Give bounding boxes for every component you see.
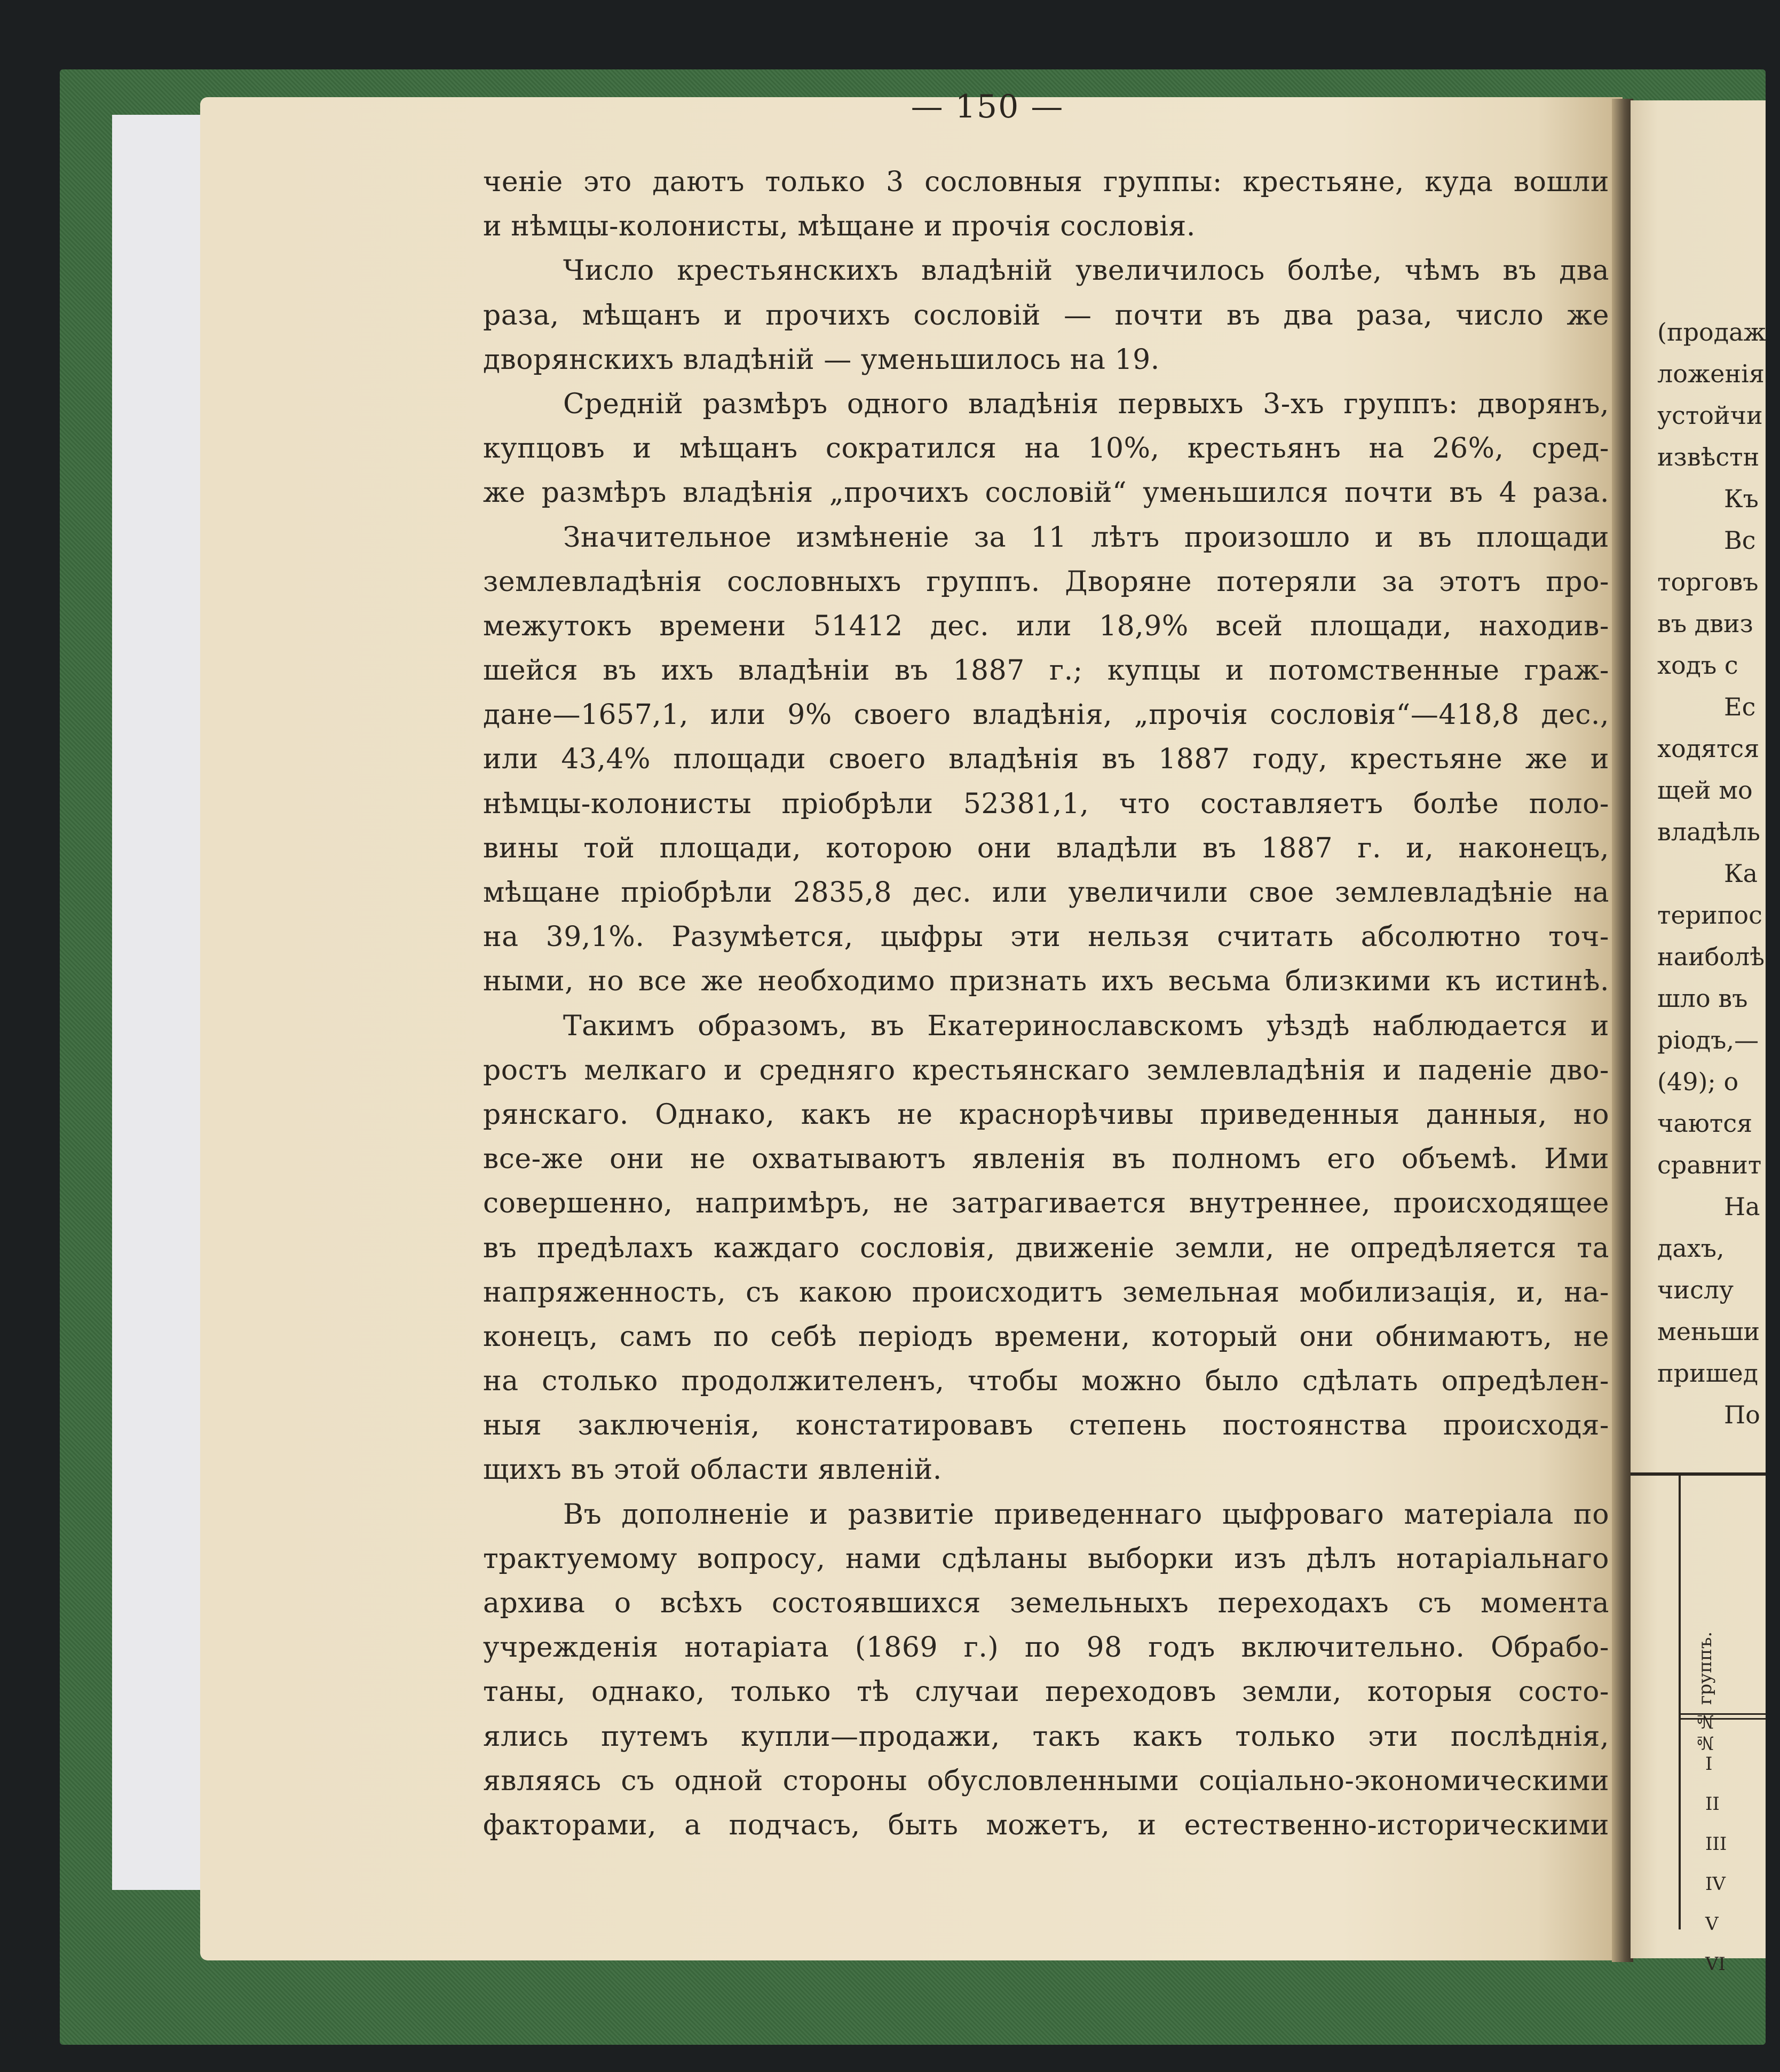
right-page-line: устойчи: [1657, 401, 1763, 430]
table-row-label: II: [1705, 1793, 1720, 1815]
right-page-table: [1631, 1472, 1766, 1975]
right-page-line: Вс: [1724, 526, 1756, 555]
table-column-rule: [1679, 1476, 1681, 1929]
text-line: напряженность, съ какою происходитъ земельная мобилизація, и, на-: [483, 1276, 1609, 1309]
main-text-block: [483, 160, 1609, 1927]
text-line: таны, однако, только тѣ случаи переходовъ земли, которыя состо-: [483, 1676, 1609, 1708]
right-page-line: (49); о: [1657, 1067, 1739, 1096]
text-line: вины той площади, которою они владѣли въ 1887 г. и, наконецъ,: [483, 832, 1609, 864]
right-page: [1631, 100, 1766, 1975]
right-page-line: ріодъ,—: [1657, 1026, 1759, 1054]
right-page-line: ходятся: [1657, 734, 1760, 763]
text-line: раза, мѣщанъ и прочихъ сословій — почти въ два раза, число же: [483, 299, 1609, 332]
right-page-line: меньши: [1657, 1317, 1760, 1346]
text-line: ными, но все же необходимо признать ихъ весьма близкими къ истинѣ.: [483, 965, 1609, 998]
right-page-line: (продаж: [1657, 318, 1766, 346]
text-line: Число крестьянскихъ владѣній увеличилось болѣе, чѣмъ въ два: [563, 255, 1609, 287]
right-page-line: щей мо: [1657, 776, 1753, 805]
right-page-text: [1657, 311, 1780, 1436]
text-line: нѣмцы-колонисты пріобрѣли 52381,1, что составляетъ болѣе поло-: [483, 787, 1609, 820]
text-line: ростъ мелкаго и средняго крестьянскаго землевладѣнія и паденіе дво-: [483, 1054, 1609, 1086]
text-line: ныя заключенія, констатировавъ степень постоянства происходя-: [483, 1409, 1609, 1442]
text-line: или 43,4% площади своего владѣнія въ 1887 году, крестьяне же и: [483, 743, 1609, 776]
right-page-line: Ка: [1724, 859, 1758, 888]
text-line: шейся въ ихъ владѣніи въ 1887 г.; купцы и потомственные граж-: [483, 655, 1609, 687]
table-header-rule: [1679, 1713, 1766, 1720]
page-number: — 150 —: [911, 88, 1064, 125]
text-line: землевладѣнія сословныхъ группъ. Дворяне потеряли за этотъ про-: [483, 565, 1609, 598]
text-line: рянскаго. Однако, какъ не краснорѣчивы приведенныя данныя, но: [483, 1098, 1609, 1131]
text-line: въ предѣлахъ каждаго сословія, движеніе земли, не опредѣляется та: [483, 1232, 1609, 1264]
table-header-groups: №№ группъ.: [1695, 1631, 1716, 1753]
text-line: на 39,1%. Разумѣется, цыфры эти нельзя считать абсолютно точ-: [483, 921, 1609, 954]
text-line: все-же они не охватываютъ явленія въ полномъ его объемѣ. Ими: [483, 1143, 1609, 1176]
text-line: ченіе это даютъ только 3 сословныя группы: крестьяне, куда вошли: [483, 166, 1609, 198]
text-line: Средній размѣръ одного владѣнія первыхъ 3-хъ группъ: дворянъ,: [563, 388, 1609, 420]
table-row-label: IV: [1705, 1873, 1726, 1895]
table-row-label: V: [1705, 1913, 1719, 1935]
text-line: щихъ въ этой области явленій.: [483, 1454, 942, 1486]
right-page-line: Къ: [1724, 484, 1759, 513]
right-page-line: въ двиз: [1657, 609, 1753, 638]
right-page-line: сравнит: [1657, 1151, 1762, 1179]
text-line: являясь съ одной стороны обусловленными соціально-экономическими: [483, 1764, 1609, 1797]
table-row-label: III: [1705, 1833, 1727, 1855]
right-page-line: пришед: [1657, 1359, 1759, 1388]
right-page-line: наиболѣ: [1657, 942, 1765, 971]
right-page-line: На: [1724, 1192, 1760, 1221]
text-line: мѣщане пріобрѣли 2835,8 дес. или увеличили свое землевладѣніе на: [483, 877, 1609, 909]
right-page-line: владѣль: [1657, 817, 1760, 846]
right-page-line: шло въ: [1657, 984, 1748, 1013]
right-page-line: торговъ: [1657, 568, 1759, 596]
text-line: ялись путемъ купли—продажи, такъ какъ только эти послѣднія,: [483, 1720, 1609, 1753]
text-line: Въ дополненіе и развитіе приведеннаго цыфроваго матеріала по: [563, 1498, 1609, 1531]
text-line: купцовъ и мѣщанъ сократился на 10%, крестьянъ на 26%, сред-: [483, 432, 1609, 465]
text-line: же размѣръ владѣнія „прочихъ сословій“ уменьшился почти въ 4 раза.: [483, 477, 1609, 509]
table-row-label: VI: [1705, 1953, 1726, 1975]
right-page-line: чаются: [1657, 1109, 1753, 1138]
text-line: и нѣмцы-колонисты, мѣщане и прочія сословія.: [483, 210, 1196, 243]
right-page-line: По: [1724, 1400, 1760, 1429]
text-line: Такимъ образомъ, въ Екатеринославскомъ уѣздѣ наблюдается и: [563, 1010, 1609, 1042]
book-gutter: [1612, 99, 1633, 1962]
right-page-line: числу: [1657, 1275, 1734, 1304]
text-line: конецъ, самъ по себѣ періодъ времени, который они обнимаютъ, не: [483, 1320, 1609, 1353]
right-page-line: ложенія: [1657, 359, 1765, 388]
text-line: факторами, а подчасъ, быть можетъ, и естественно-историческими: [483, 1809, 1609, 1841]
right-page-line: терипос: [1657, 901, 1762, 929]
text-line: архива о всѣхъ состоявшихся земельныхъ переходахъ съ момента: [483, 1587, 1609, 1619]
right-page-line: дахъ,: [1657, 1234, 1724, 1263]
right-page-line: Ес: [1724, 692, 1756, 721]
table-row-label: I: [1705, 1753, 1713, 1775]
text-line: трактуемому вопросу, нами сдѣланы выборки изъ дѣлъ нотаріальнаго: [483, 1542, 1609, 1575]
text-line: межутокъ времени 51412 дес. или 18,9% всей площади, находив-: [483, 610, 1609, 642]
text-line: совершенно, напримѣръ, не затрагивается внутреннее, происходящее: [483, 1187, 1609, 1220]
right-page-line: ходъ с: [1657, 651, 1738, 680]
text-line: дворянскихъ владѣній — уменьшилось на 19.: [483, 343, 1160, 376]
right-page-line: извѣстн: [1657, 443, 1760, 471]
text-line: учрежденія нотаріата (1869 г.) по 98 годъ включительно. Обрабо-: [483, 1632, 1609, 1664]
text-line: дане—1657,1, или 9% своего владѣнія, „прочія сословія“—418,8 дес.,: [483, 699, 1609, 731]
text-line: на столько продолжителенъ, чтобы можно было сдѣлать опредѣлен-: [483, 1365, 1609, 1398]
text-line: Значительное измѣненіе за 11 лѣтъ произошло и въ площади: [563, 521, 1609, 554]
